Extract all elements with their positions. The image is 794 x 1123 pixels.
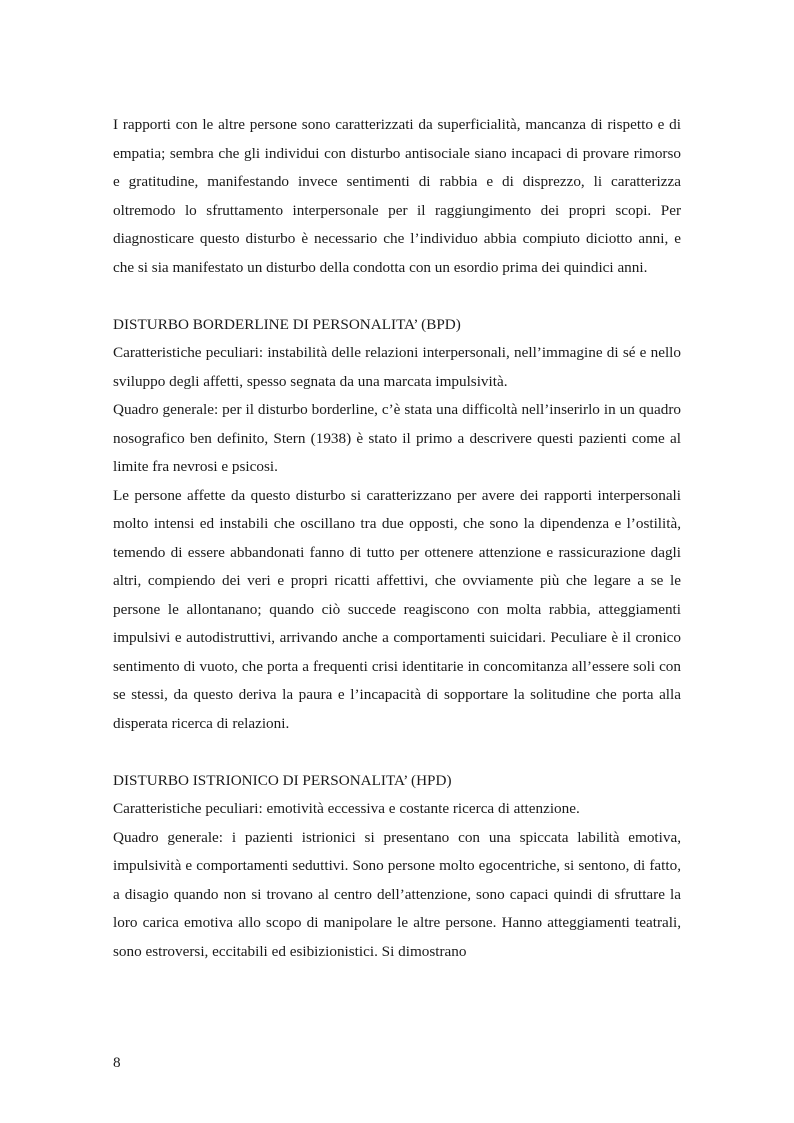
page-body xyxy=(113,111,681,966)
intro-paragraph: I rapporti con le altre persone sono caratterizzati da superficialità, mancanza di rispetto e di empatia; sembra che gli individui con disturbo antisociale siano incapaci di provare rimorso e gratitudine, manifestando invece sentimenti di rabbia e di disprezzo, li caratterizza oltremodo lo sfruttamento interpersonale per il raggiungimento dei propri scopi. Per diagnosticare questo disturbo è necessario che l’individuo abbia compiuto diciotto anni, e che si sia manifestato un disturbo della condotta con un esordio prima dei quindici anni. xyxy=(113,116,681,276)
section-spacer xyxy=(113,282,681,311)
section-heading-hpd: DISTURBO ISTRIONICO DI PERSONALITA’ (HPD) xyxy=(113,771,452,789)
bpd-description-paragraph: Le persone affette da questo disturbo si caratterizzano per avere dei rapporti interpersonali molto intensi ed instabili che oscillano tra due opposti, che sono la dipendenza e l’ostilità, temendo di essere abbandonati fanno di tutto per ottenere attenzione e rassicurazione dagli altri, compiendo dei veri e propri ricatti affettivi, che ovviamente più che legare a se le persone le allontanano; quando ciò succede reagiscono con molta rabbia, atteggiamenti impulsivi e autodistruttivi, arrivando anche a comportamenti suicidari. Peculiare è il cronico sentimento di vuoto, che porta a frequenti crisi identitarie in concomitanza all’essere soli con se stessi, da questo deriva la paura e l’incapacità di sopportare la solitudine che porta alla disperata ricerca di relazioni. xyxy=(113,486,681,732)
bpd-characteristics-paragraph: Caratteristiche peculiari: instabilità delle relazioni interpersonali, nell’immagine di sé e nello sviluppo degli affetti, spesso segnata da una marcata impulsività. xyxy=(113,344,681,390)
bpd-overview-paragraph: Quadro generale: per il disturbo borderline, c’è stata una difficoltà nell’inserirlo in un quadro nosografico ben definito, Stern (1938) è stato il primo a descrivere questi pazienti come al limite fra nevrosi e psicosi. xyxy=(113,401,681,475)
section-heading-bpd: DISTURBO BORDERLINE DI PERSONALITA’ (BPD) xyxy=(113,315,461,333)
hpd-overview-paragraph: Quadro generale: i pazienti istrionici si presentano con una spiccata labilità emotiva, impulsività e comportamenti seduttivi. Sono persone molto egocentriche, si sentono, di fatto, a disagio quando non si trovano al centro dell’attenzione, sono capaci quindi di sfruttare la loro carica emotiva allo scopo di manipolare le altre persone. Hanno atteggiamenti teatrali, sono estroversi, eccitabili ed esibizionistici. Si dimostrano xyxy=(113,828,681,960)
page-number: 8 xyxy=(113,1054,121,1071)
section-spacer xyxy=(113,738,681,767)
hpd-characteristics-paragraph: Caratteristiche peculiari: emotività eccessiva e costante ricerca di attenzione. xyxy=(113,800,580,817)
